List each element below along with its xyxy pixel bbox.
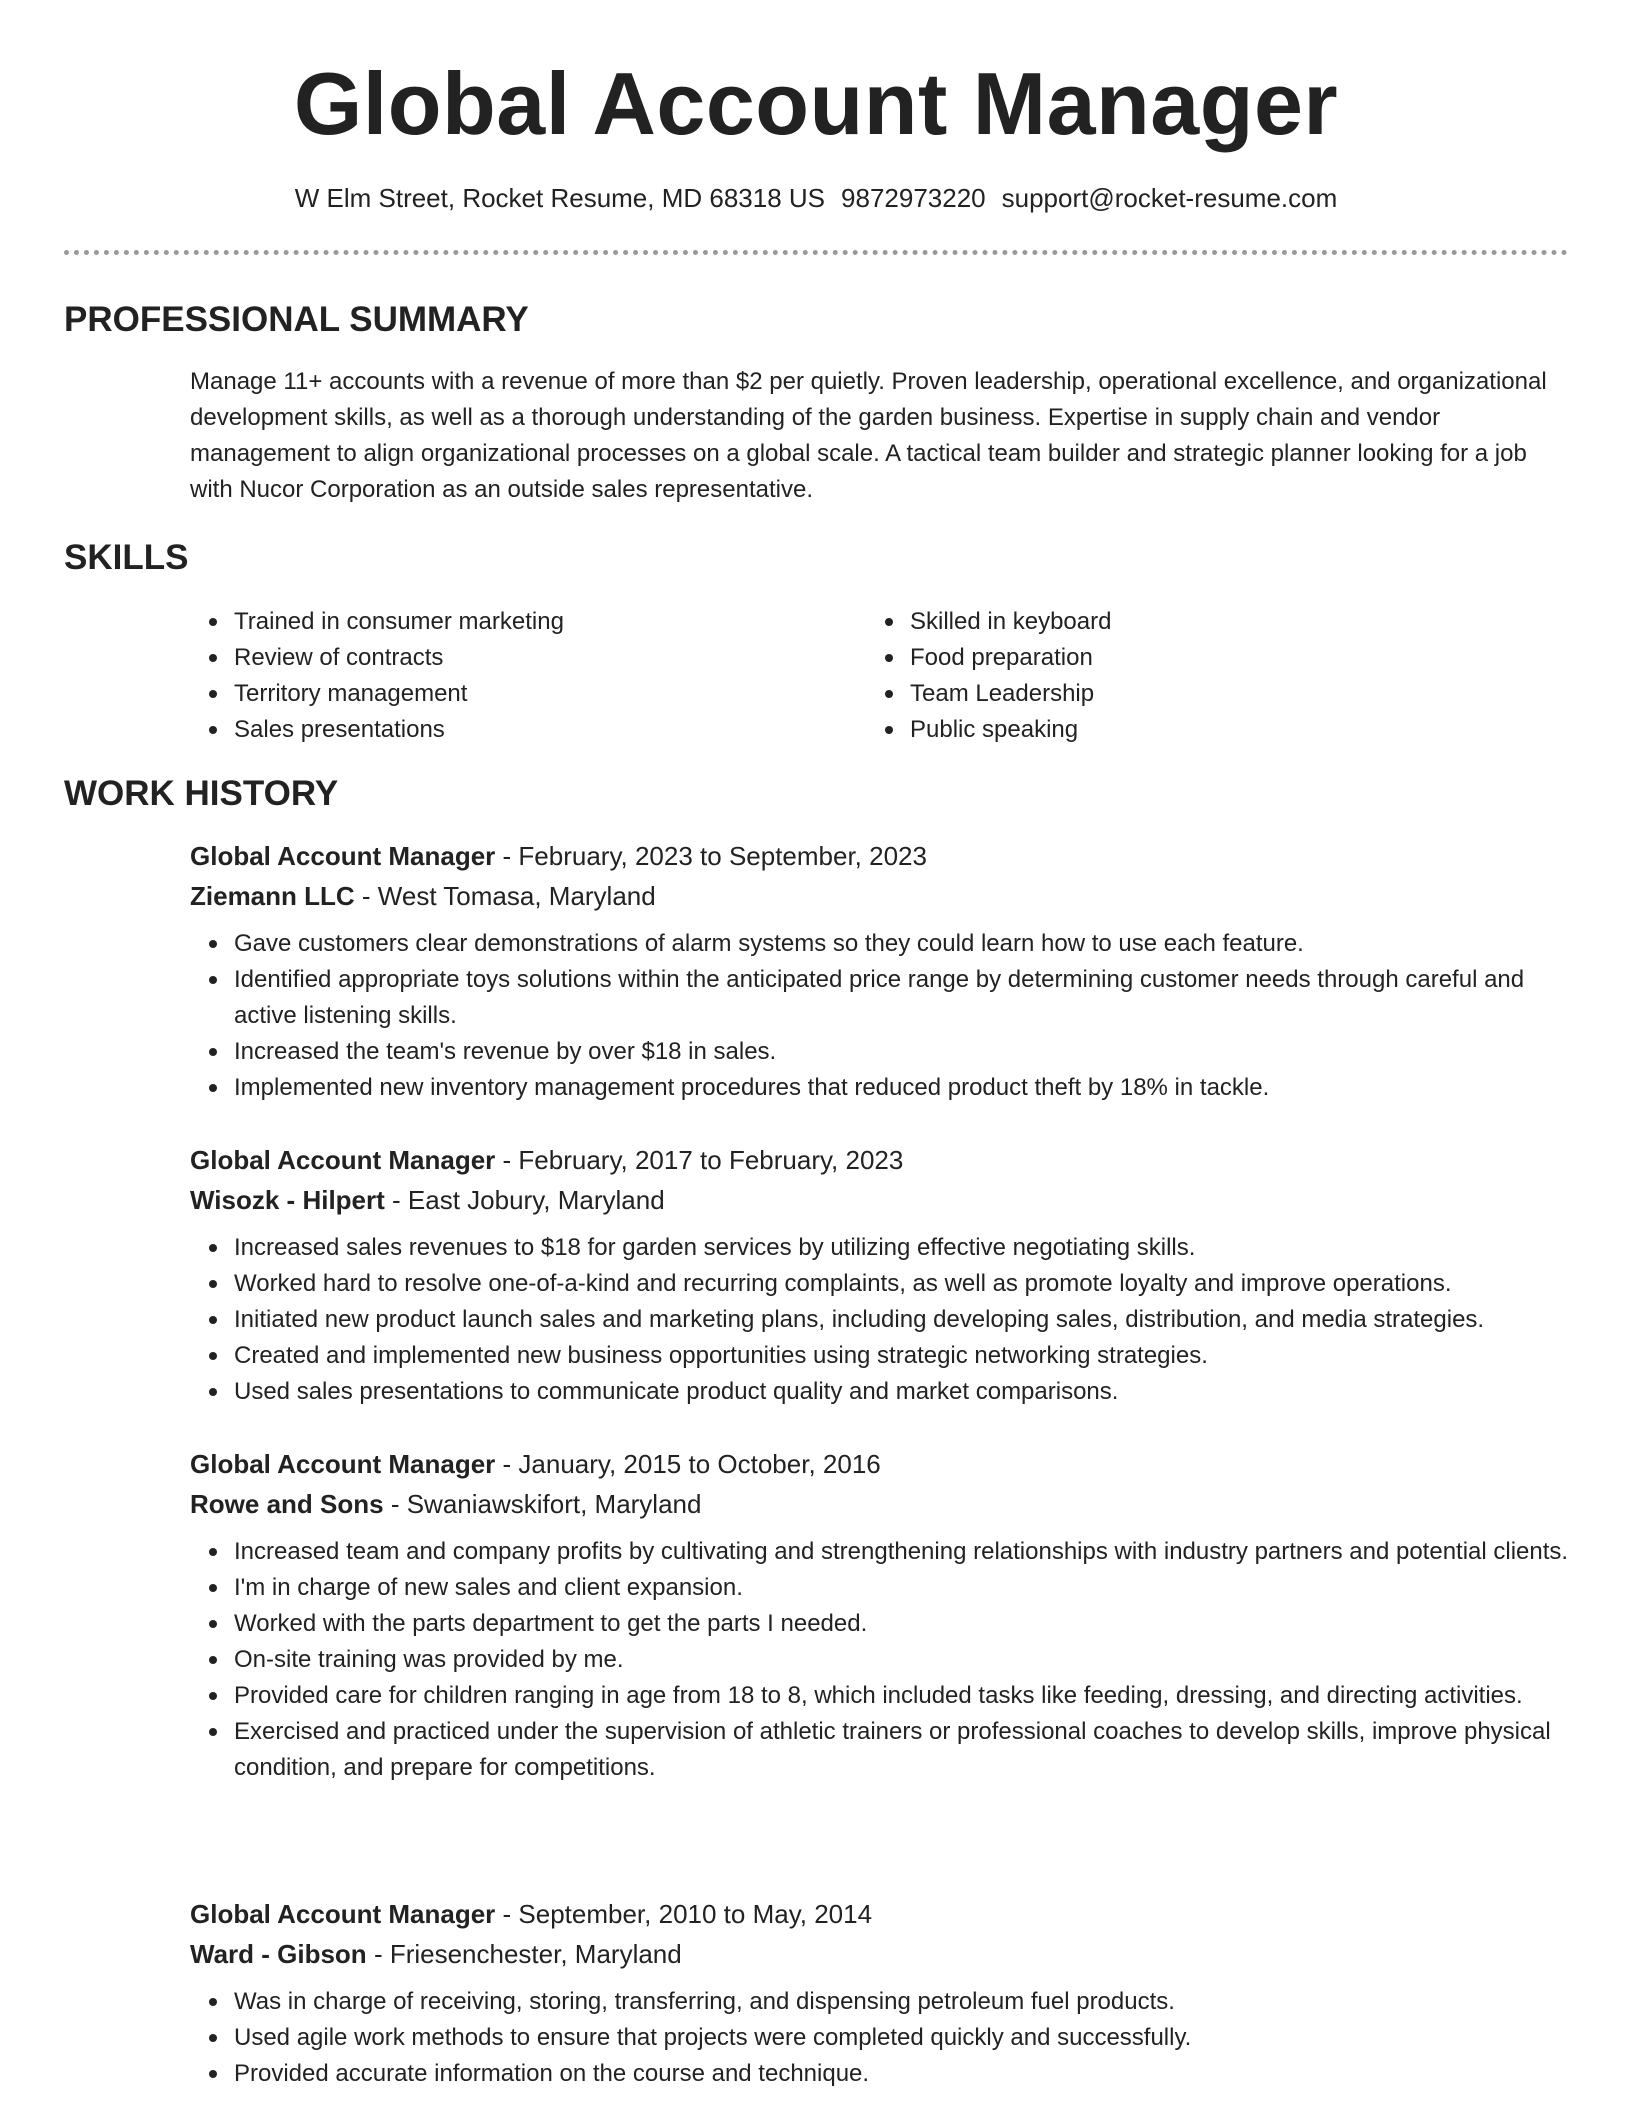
- job-role: Global Account Manager: [190, 1145, 496, 1175]
- job-bullets: [190, 1230, 1570, 1410]
- skill-item: Territory management: [190, 676, 564, 712]
- skill-item: Trained in consumer marketing: [190, 604, 564, 640]
- job-role: Global Account Manager: [190, 841, 496, 871]
- job-company-line: [190, 1484, 1570, 1524]
- job-bullet: Created and implemented new business opportunities using strategic networking strategies.: [190, 1338, 1570, 1374]
- job-company: Ziemann LLC: [190, 881, 355, 911]
- header-divider: [64, 250, 1568, 255]
- resume-name: Global Account Manager: [293, 54, 1339, 153]
- job-entry: [190, 1894, 1570, 2092]
- job-dates: - September, 2010 to May, 2014: [502, 1899, 873, 1929]
- skills-list-right: [866, 604, 1111, 748]
- skill-item: Team Leadership: [866, 676, 1111, 712]
- job-company-line: [190, 876, 1570, 916]
- job-location: - Friesenchester, Maryland: [373, 1939, 682, 1969]
- job-company: Rowe and Sons: [190, 1489, 384, 1519]
- job-bullet: Implemented new inventory management procedures that reduced product theft by 18% in tackle.: [190, 1070, 1570, 1106]
- job-bullet: Initiated new product launch sales and marketing plans, including developing sales, distribution, and media strategies.: [190, 1302, 1570, 1338]
- job-bullet: Worked with the parts department to get the parts I needed.: [190, 1606, 1570, 1642]
- job-role: Global Account Manager: [190, 1449, 496, 1479]
- job-bullet: Worked hard to resolve one-of-a-kind and recurring complaints, as well as promote loyalty and improve operations.: [190, 1266, 1570, 1302]
- skills-heading: SKILLS: [64, 538, 189, 577]
- job-bullet: Increased the team's revenue by over $18 in sales.: [190, 1034, 1570, 1070]
- job-bullets: [190, 926, 1570, 1106]
- skill-item: Review of contracts: [190, 640, 564, 676]
- job-bullet: Identified appropriate toys solutions within the anticipated price range by determining customer needs through careful and active listening skills.: [190, 962, 1570, 1034]
- job-bullets: [190, 1534, 1570, 1786]
- skill-item: Sales presentations: [190, 712, 564, 748]
- contact-phone: 9872973220: [841, 183, 986, 213]
- job-bullet: Was in charge of receiving, storing, transferring, and dispensing petroleum fuel products.: [190, 1984, 1570, 2020]
- job-bullet: Provided care for children ranging in age from 18 to 8, which included tasks like feeding, dressing, and directing activities.: [190, 1678, 1570, 1714]
- job-dates: - February, 2017 to February, 2023: [502, 1145, 904, 1175]
- job-title-line: [190, 1894, 1570, 1934]
- job-location: - East Jobury, Maryland: [392, 1185, 665, 1215]
- job-bullet: Used sales presentations to communicate product quality and market comparisons.: [190, 1374, 1570, 1410]
- job-company-line: [190, 1180, 1570, 1220]
- job-dates: - January, 2015 to October, 2016: [502, 1449, 881, 1479]
- summary-text: Manage 11+ accounts with a revenue of more than $2 per quietly. Proven leadership, operational excellence, and organizational development skills, as well as a thorough understanding of the garden business. Expertise in supply chain and vendor management to align organizational processes on a global scale. A tactical team builder and strategic planner looking for a job with Nucor Corporation as an outside sales representative.: [190, 368, 1547, 503]
- skill-item: Food preparation: [866, 640, 1111, 676]
- job-bullet: Increased sales revenues to $18 for garden services by utilizing effective negotiating skills.: [190, 1230, 1570, 1266]
- job-entry: [190, 1140, 1570, 1410]
- job-title-line: [190, 1444, 1570, 1484]
- job-bullet: Exercised and practiced under the supervision of athletic trainers or professional coaches to develop skills, improve physical condition, and prepare for competitions.: [190, 1714, 1570, 1786]
- skill-item: Skilled in keyboard: [866, 604, 1111, 640]
- job-entry: [190, 1444, 1570, 1786]
- job-company: Ward - Gibson: [190, 1939, 367, 1969]
- job-bullets: [190, 1984, 1570, 2092]
- job-title-line: [190, 1140, 1570, 1180]
- job-title-line: [190, 836, 1570, 876]
- job-role: Global Account Manager: [190, 1899, 496, 1929]
- job-bullet: Gave customers clear demonstrations of alarm systems so they could learn how to use each feature.: [190, 926, 1570, 962]
- contact-address: W Elm Street, Rocket Resume, MD 68318 US: [294, 183, 826, 213]
- skill-item: Public speaking: [866, 712, 1111, 748]
- job-bullet: Used agile work methods to ensure that projects were completed quickly and successfully.: [190, 2020, 1570, 2056]
- job-bullet: Increased team and company profits by cultivating and strengthening relationships with industry partners and potential clients.: [190, 1534, 1570, 1570]
- summary-heading: PROFESSIONAL SUMMARY: [64, 300, 529, 339]
- job-entry: [190, 836, 1570, 1106]
- job-location: - West Tomasa, Maryland: [361, 881, 656, 911]
- work-history-heading: WORK HISTORY: [64, 774, 339, 813]
- contact-email: support@rocket-resume.com: [1001, 183, 1338, 213]
- job-company-line: [190, 1934, 1570, 1974]
- contact-line: [0, 180, 1632, 216]
- job-bullet: Provided accurate information on the course and technique.: [190, 2056, 1570, 2092]
- job-bullet: On-site training was provided by me.: [190, 1642, 1570, 1678]
- skills-list-left: [190, 604, 564, 748]
- job-dates: - February, 2023 to September, 2023: [502, 841, 927, 871]
- job-location: - Swaniawskifort, Maryland: [390, 1489, 702, 1519]
- job-bullet: I'm in charge of new sales and client expansion.: [190, 1570, 1570, 1606]
- job-company: Wisozk - Hilpert: [190, 1185, 385, 1215]
